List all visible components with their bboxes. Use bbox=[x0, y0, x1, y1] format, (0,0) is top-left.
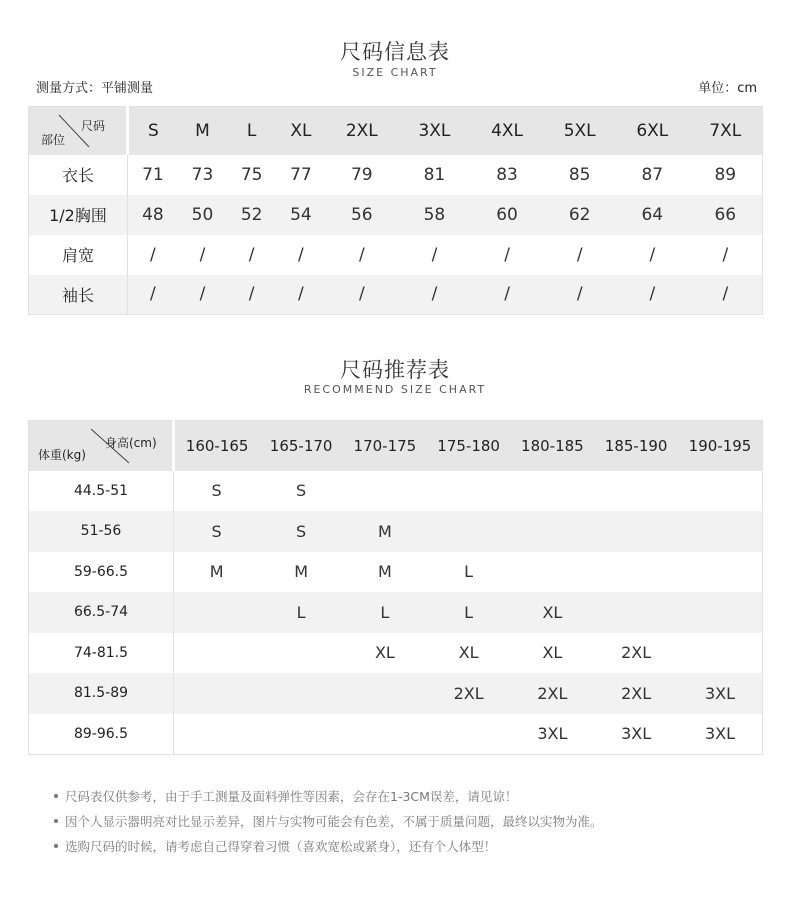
recommend-chart-title: 尺码推荐表 bbox=[340, 358, 450, 382]
table-row bbox=[29, 714, 763, 755]
table-cell: 75 bbox=[240, 164, 263, 185]
weight-label: 74-81.5 bbox=[29, 633, 174, 674]
size-header-xl: XL bbox=[290, 120, 312, 141]
note-text: 尺码表仅供参考，由于手工测量及面料弹性等因素，会存在1-3CM误差，请见谅！ bbox=[65, 789, 518, 804]
table-cell: / bbox=[504, 244, 510, 265]
size-header-5xl: 5XL bbox=[563, 120, 596, 141]
table-cell: / bbox=[358, 244, 365, 265]
weight-label: 59-66.5 bbox=[29, 552, 174, 593]
size-chart-table bbox=[28, 106, 763, 315]
weight-label: 44.5-51 bbox=[29, 471, 174, 512]
size-chart-title: 尺码信息表 bbox=[340, 40, 450, 64]
table-cell: 85 bbox=[568, 164, 591, 185]
table-cell: 87 bbox=[641, 164, 664, 185]
corner-size-label: 尺码 bbox=[81, 119, 106, 133]
bullet-icon bbox=[54, 819, 58, 823]
height-header: 170-175 bbox=[353, 436, 417, 455]
table-cell: 3XL bbox=[704, 724, 736, 743]
size-header-6xl: 6XL bbox=[636, 120, 669, 141]
table-cell: / bbox=[358, 284, 365, 305]
table-cell bbox=[678, 511, 763, 552]
size-header-4xl: 4XL bbox=[491, 120, 524, 141]
table-cell: / bbox=[576, 284, 583, 305]
height-header: 175-180 bbox=[437, 436, 500, 455]
table-cell: / bbox=[649, 244, 656, 265]
table-cell bbox=[427, 511, 511, 552]
table-cell: 81 bbox=[423, 164, 446, 185]
weight-label: 89-96.5 bbox=[29, 714, 174, 755]
table-row bbox=[29, 235, 763, 275]
table-cell: / bbox=[199, 284, 206, 305]
height-header: 185-190 bbox=[604, 436, 668, 455]
table-cell bbox=[343, 673, 427, 714]
table-cell bbox=[427, 471, 511, 512]
table-cell: 2XL bbox=[621, 643, 652, 663]
recommend-chart-table bbox=[28, 420, 763, 755]
table-cell: 60 bbox=[496, 204, 518, 225]
table-cell bbox=[174, 714, 260, 755]
table-row bbox=[29, 155, 763, 195]
height-header: 165-170 bbox=[269, 436, 333, 455]
table-cell: / bbox=[248, 244, 255, 265]
table-row bbox=[29, 511, 763, 552]
table-cell bbox=[678, 552, 763, 593]
table-row bbox=[29, 195, 763, 235]
table-cell: 79 bbox=[350, 164, 373, 185]
height-header: 190-195 bbox=[688, 436, 752, 455]
note-item bbox=[54, 787, 603, 812]
size-header-3xl: 3XL bbox=[418, 120, 451, 141]
table-cell: 56 bbox=[350, 204, 373, 225]
table-row bbox=[29, 552, 763, 593]
table-cell: 89 bbox=[714, 164, 737, 185]
table-cell: 52 bbox=[240, 204, 263, 225]
table-row bbox=[29, 592, 763, 633]
measure-method: 测量方式：平铺测量 bbox=[36, 81, 154, 96]
table-cell bbox=[511, 471, 595, 512]
table-cell: / bbox=[298, 284, 304, 305]
table-cell: / bbox=[504, 284, 510, 305]
table-cell: 54 bbox=[290, 204, 312, 225]
size-corner-cell bbox=[29, 107, 128, 155]
table-cell: 64 bbox=[641, 204, 664, 225]
notes-list bbox=[54, 787, 603, 862]
table-cell: / bbox=[150, 244, 156, 265]
table-cell: / bbox=[576, 244, 583, 265]
table-cell bbox=[511, 511, 595, 552]
note-text: 因个人显示器明亮对比显示差异，图片与实物可能会有色差，不属于质量问题，最终以实物为准。 bbox=[65, 814, 603, 829]
corner-part-label: 部位 bbox=[41, 133, 66, 147]
table-cell: L bbox=[380, 602, 390, 622]
recommend-corner-cell bbox=[29, 421, 174, 471]
table-cell bbox=[427, 714, 511, 755]
table-cell: 66 bbox=[714, 204, 737, 225]
table-row bbox=[29, 275, 763, 315]
table-cell: S bbox=[296, 481, 307, 501]
table-cell: XL bbox=[458, 643, 479, 663]
table-cell: / bbox=[431, 244, 438, 265]
table-cell: XL bbox=[542, 643, 563, 663]
bullet-icon bbox=[54, 794, 58, 798]
table-cell: / bbox=[199, 244, 206, 265]
table-cell: S bbox=[211, 481, 222, 501]
table-cell: M bbox=[377, 521, 392, 541]
size-header-m: M bbox=[195, 120, 210, 141]
table-cell: L bbox=[296, 602, 306, 622]
table-cell: 62 bbox=[568, 204, 591, 225]
table-cell: 50 bbox=[191, 204, 214, 225]
table-row bbox=[29, 633, 763, 674]
table-cell: M bbox=[209, 562, 224, 582]
size-header-row bbox=[29, 107, 763, 155]
table-cell: 73 bbox=[191, 164, 214, 185]
row-label: 肩宽 bbox=[29, 235, 128, 275]
note-item bbox=[54, 812, 603, 837]
table-cell: / bbox=[649, 284, 656, 305]
size-header-s: S bbox=[148, 120, 159, 141]
height-header: 160-165 bbox=[185, 436, 249, 455]
size-chart-subtitle: SIZE CHART bbox=[352, 66, 438, 79]
unit-label: 单位：cm bbox=[698, 81, 757, 96]
table-cell: / bbox=[248, 284, 255, 305]
table-cell bbox=[259, 714, 343, 755]
weight-label: 81.5-89 bbox=[29, 673, 174, 714]
table-cell: / bbox=[722, 284, 729, 305]
table-cell: S bbox=[211, 521, 222, 541]
table-cell: / bbox=[298, 244, 304, 265]
size-header-2xl: 2XL bbox=[345, 120, 378, 141]
table-cell bbox=[678, 592, 763, 633]
size-header-7xl: 7XL bbox=[709, 120, 742, 141]
table-cell: 77 bbox=[290, 164, 312, 185]
table-row bbox=[29, 673, 763, 714]
table-cell bbox=[174, 633, 260, 674]
row-label: 1/2胸围 bbox=[29, 195, 128, 235]
row-label: 衣长 bbox=[29, 155, 128, 195]
table-cell: / bbox=[150, 284, 156, 305]
table-cell bbox=[594, 592, 678, 633]
table-cell: 48 bbox=[142, 204, 164, 225]
bullet-icon bbox=[54, 844, 58, 848]
table-cell bbox=[259, 673, 343, 714]
table-cell bbox=[594, 511, 678, 552]
table-cell: L bbox=[464, 602, 474, 622]
table-cell bbox=[678, 471, 763, 512]
table-cell bbox=[174, 673, 260, 714]
table-cell bbox=[511, 552, 595, 593]
height-header: 180-185 bbox=[521, 436, 584, 455]
row-label: 袖长 bbox=[29, 275, 128, 315]
table-cell bbox=[678, 633, 763, 674]
table-cell: M bbox=[377, 562, 392, 582]
table-cell: XL bbox=[542, 602, 563, 622]
table-cell: 3XL bbox=[621, 724, 652, 743]
table-cell: 71 bbox=[142, 164, 164, 185]
corner-weight-label: 体重(kg) bbox=[38, 448, 86, 462]
note-item bbox=[54, 837, 603, 862]
table-cell: M bbox=[294, 562, 309, 582]
table-cell: / bbox=[722, 244, 729, 265]
weight-label: 66.5-74 bbox=[29, 592, 174, 633]
table-cell bbox=[594, 552, 678, 593]
table-cell: XL bbox=[374, 643, 395, 663]
table-cell bbox=[174, 592, 260, 633]
table-cell: 2XL bbox=[453, 683, 484, 703]
corner-height-label: 身高(cm) bbox=[105, 436, 157, 450]
table-cell bbox=[343, 471, 427, 512]
recommend-header-row bbox=[29, 421, 763, 471]
table-cell bbox=[259, 633, 343, 674]
table-row bbox=[29, 471, 763, 512]
size-header-l: L bbox=[246, 120, 257, 141]
table-cell: S bbox=[296, 521, 307, 541]
table-cell: 58 bbox=[423, 204, 446, 225]
table-cell: 2XL bbox=[537, 683, 568, 703]
note-text: 选购尺码的时候，请考虑自己得穿着习惯（喜欢宽松或紧身），还有个人体型！ bbox=[65, 839, 497, 854]
table-cell bbox=[343, 714, 427, 755]
table-cell: 3XL bbox=[704, 683, 736, 703]
weight-label: 51-56 bbox=[29, 511, 174, 552]
table-cell: 2XL bbox=[621, 683, 652, 703]
table-cell: / bbox=[431, 284, 438, 305]
recommend-chart-subtitle: RECOMMEND SIZE CHART bbox=[303, 383, 487, 396]
table-cell: L bbox=[464, 562, 474, 582]
table-cell: 3XL bbox=[537, 724, 568, 743]
table-cell bbox=[594, 471, 678, 512]
table-cell: 83 bbox=[496, 164, 518, 185]
